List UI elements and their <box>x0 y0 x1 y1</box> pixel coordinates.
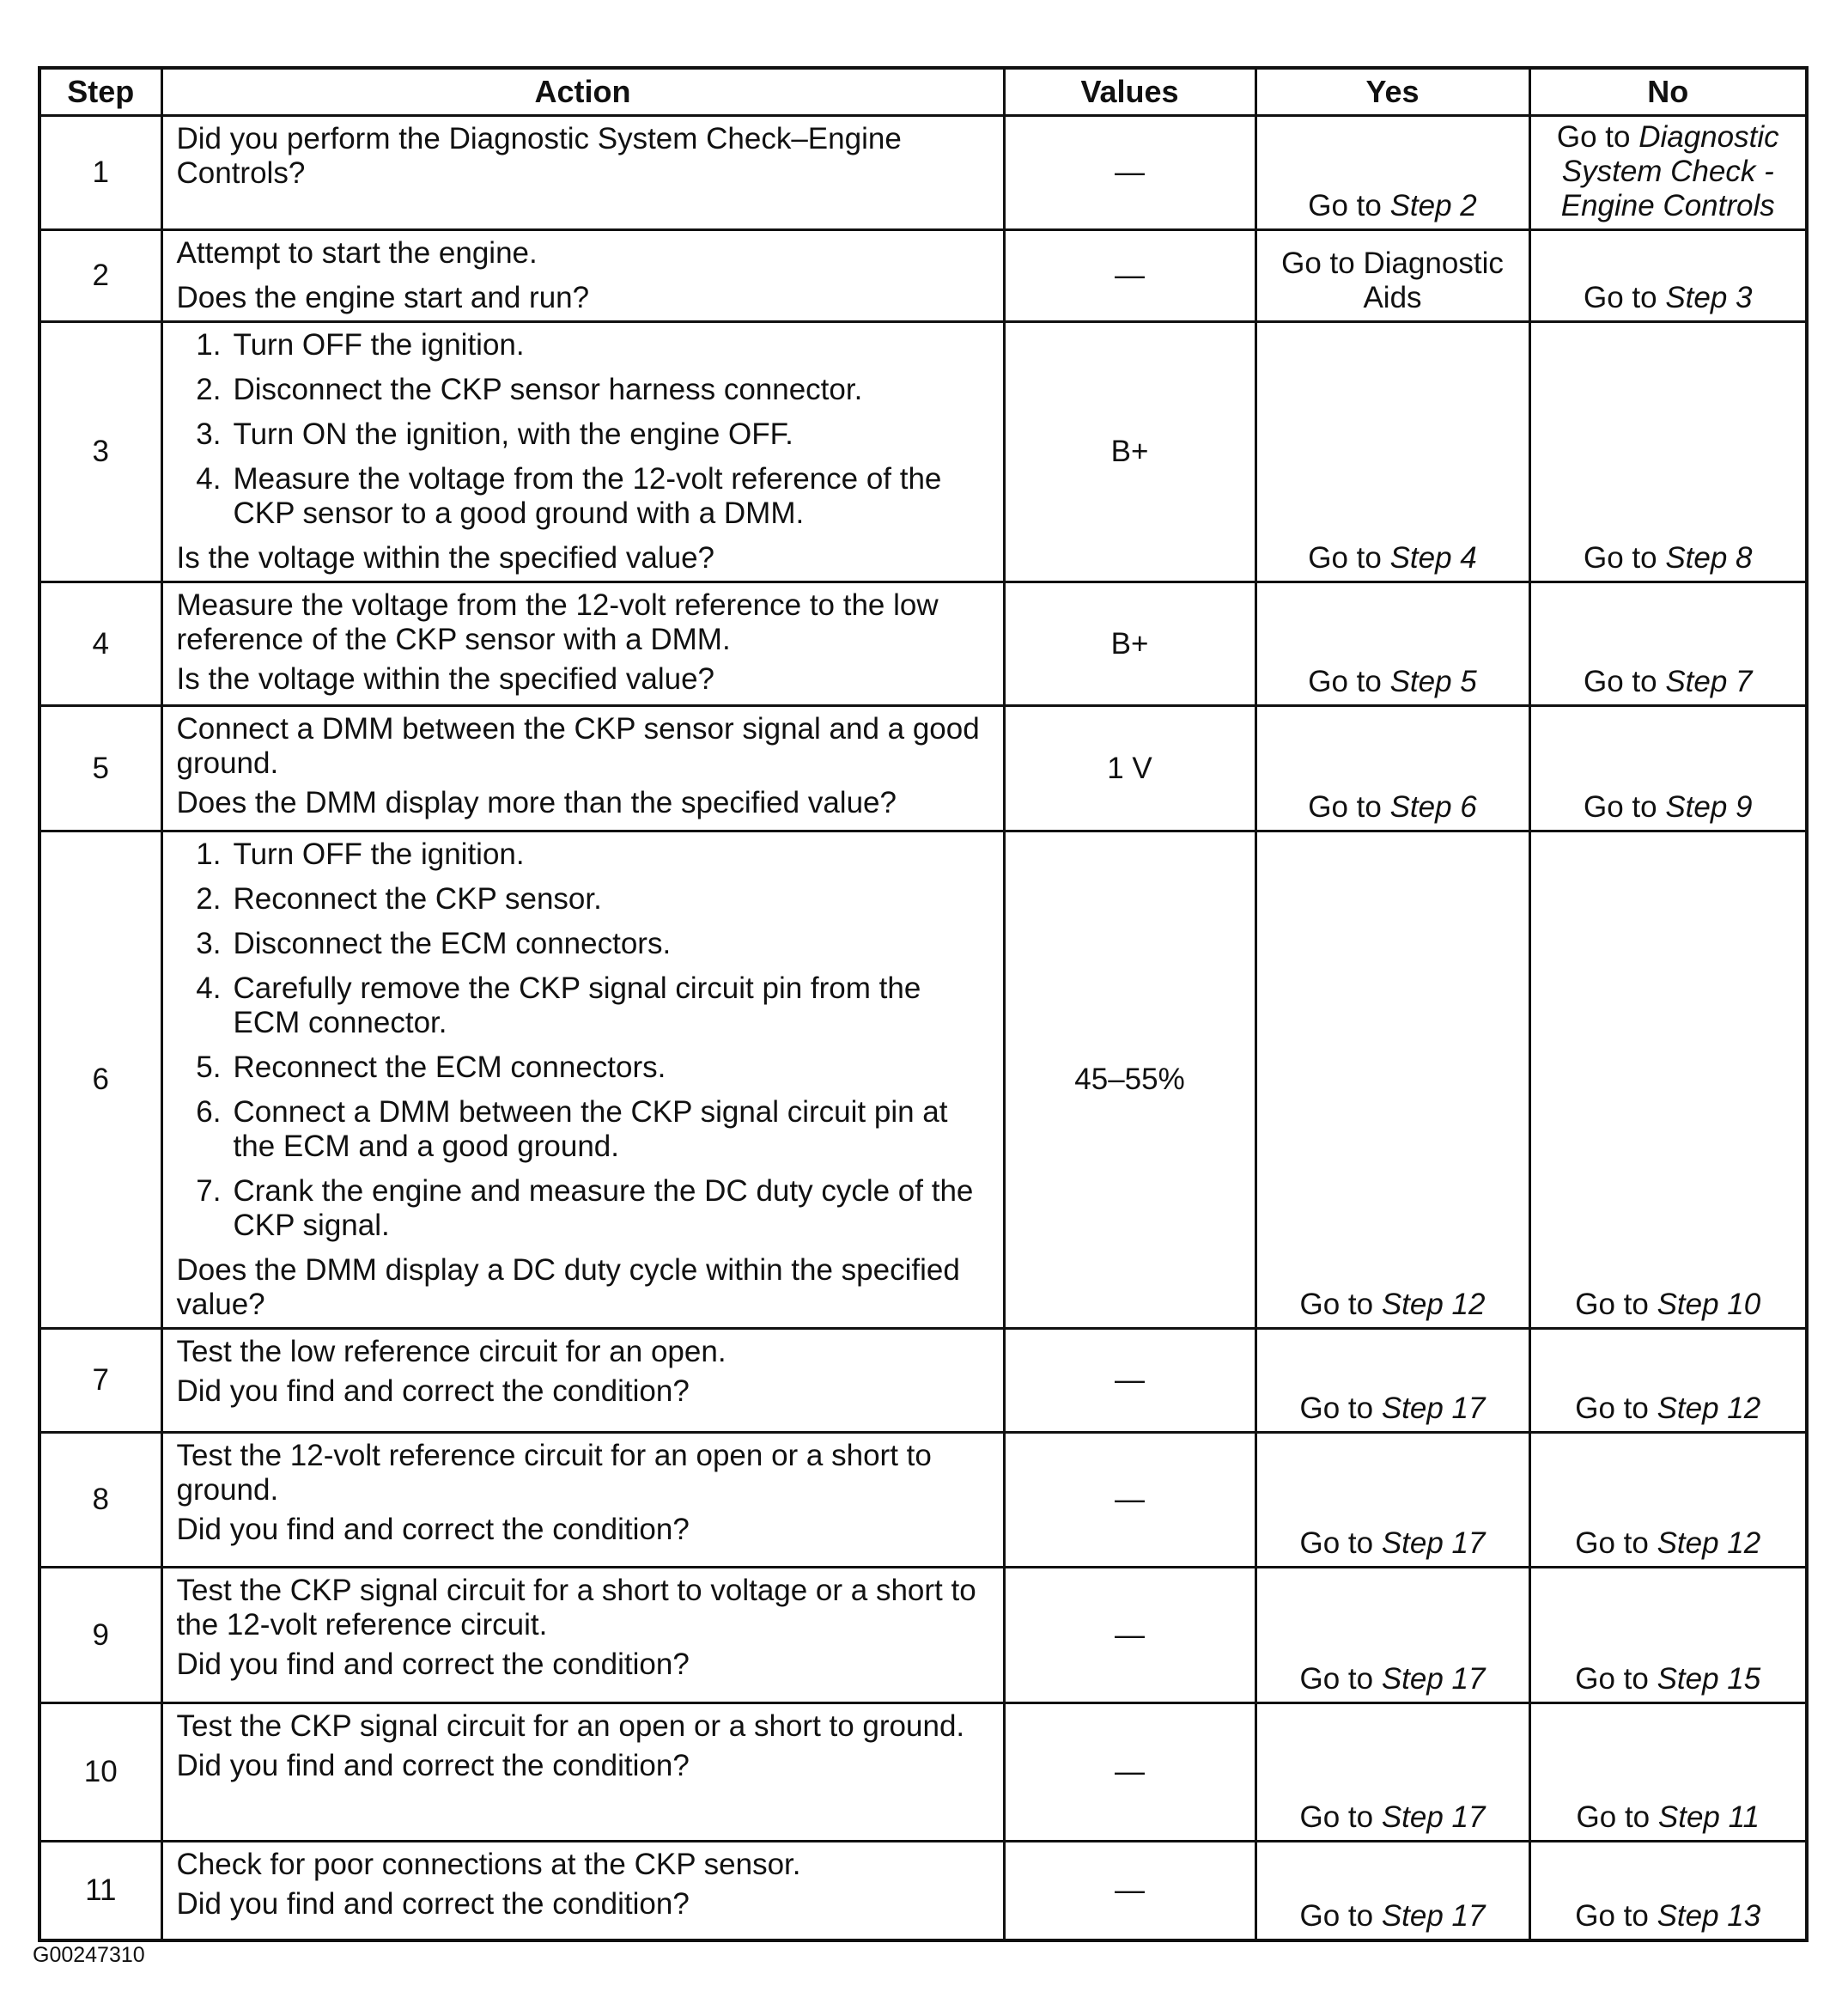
table-header-row <box>40 68 1807 116</box>
yes-prefix: Go to <box>1308 790 1390 824</box>
action-step-number: 2. <box>196 882 222 916</box>
action-cell <box>161 1842 1004 1940</box>
no-cell <box>1529 230 1807 322</box>
header-no: No <box>1529 68 1807 116</box>
action-cell <box>161 230 1004 322</box>
no-prefix: Go to <box>1575 1526 1657 1560</box>
action-step-item <box>177 837 991 872</box>
yes-step-link: Step 17 <box>1381 1898 1486 1933</box>
action-step-item <box>177 373 991 407</box>
table-row <box>40 706 1807 831</box>
yes-cell <box>1255 230 1529 322</box>
header-yes: Yes <box>1255 68 1529 116</box>
header-step: Step <box>40 68 161 116</box>
no-step-link: Diagnostic System Check - Engine Controls <box>1560 120 1779 222</box>
action-steps-list <box>177 837 991 1243</box>
yes-cell <box>1255 831 1529 1329</box>
no-cell <box>1529 1842 1807 1940</box>
figure-code: G00247310 <box>33 1943 145 1967</box>
yes-cell <box>1255 322 1529 582</box>
yes-step-link: Step 12 <box>1381 1288 1486 1321</box>
diagnostic-table <box>38 66 1809 1942</box>
value-cell: 1 V <box>1004 706 1255 831</box>
no-prefix: Go to <box>1576 1800 1658 1834</box>
yes-cell <box>1255 116 1529 230</box>
step-number: 2 <box>40 230 161 322</box>
action-step-item <box>177 882 991 917</box>
action-text: Connect a DMM between the CKP sensor signal and a good ground. <box>176 712 980 780</box>
yes-step-link: Step 5 <box>1389 665 1477 698</box>
no-cell <box>1529 116 1807 230</box>
yes-prefix: Go to <box>1299 1392 1382 1425</box>
table-row <box>40 582 1807 706</box>
action-text: Did you perform the Diagnostic System Check–Engine Controls? <box>176 122 902 190</box>
yes-step-link: Step 4 <box>1389 541 1477 575</box>
action-step-number: 4. <box>196 462 222 496</box>
yes-cell <box>1255 1433 1529 1568</box>
action-step-text: Carefully remove the CKP signal circuit pin from the ECM connector. <box>233 971 921 1039</box>
step-number: 7 <box>40 1329 161 1433</box>
action-cell <box>161 116 1004 230</box>
value-cell: — <box>1004 1568 1255 1703</box>
yes-cell <box>1255 582 1529 706</box>
yes-prefix: Go to Diagnostic Aids <box>1281 247 1504 314</box>
no-prefix: Go to <box>1575 1662 1657 1696</box>
action-text: Check for poor connections at the CKP sensor. <box>176 1848 801 1881</box>
no-cell <box>1529 1703 1807 1842</box>
action-step-number: 1. <box>196 328 222 362</box>
action-step-number: 1. <box>196 837 222 871</box>
action-step-item <box>177 927 991 961</box>
yes-prefix: Go to <box>1299 1526 1382 1560</box>
action-cell <box>161 1703 1004 1842</box>
value-cell: B+ <box>1004 322 1255 582</box>
no-cell <box>1529 706 1807 831</box>
action-step-text: Connect a DMM between the CKP signal circuit pin at the ECM and a good ground. <box>233 1095 948 1163</box>
table-row <box>40 831 1807 1329</box>
no-cell <box>1529 582 1807 706</box>
no-cell <box>1529 1568 1807 1703</box>
step-number: 8 <box>40 1433 161 1568</box>
no-prefix: Go to <box>1575 1288 1657 1321</box>
no-cell <box>1529 1433 1807 1568</box>
step-number: 10 <box>40 1703 161 1842</box>
no-prefix: Go to <box>1583 790 1666 824</box>
action-step-text: Disconnect the CKP sensor harness connector. <box>233 373 863 406</box>
table-row <box>40 1703 1807 1842</box>
no-step-link: Step 13 <box>1657 1898 1761 1933</box>
yes-cell <box>1255 1568 1529 1703</box>
action-cell <box>161 706 1004 831</box>
yes-step-link: Step 17 <box>1381 1392 1486 1425</box>
action-step-number: 7. <box>196 1174 222 1208</box>
no-step-link: Step 3 <box>1665 281 1753 314</box>
yes-cell <box>1255 1703 1529 1842</box>
yes-prefix: Go to <box>1299 1662 1382 1696</box>
action-question: Did you find and correct the condition? <box>176 1749 690 1782</box>
no-step-link: Step 9 <box>1665 790 1753 824</box>
no-step-link: Step 12 <box>1657 1392 1761 1425</box>
table-row <box>40 116 1807 230</box>
action-step-item <box>177 328 991 362</box>
no-prefix: Go to <box>1583 541 1666 575</box>
action-cell <box>161 1329 1004 1433</box>
action-steps-list <box>177 328 991 531</box>
value-cell: — <box>1004 1329 1255 1433</box>
no-cell <box>1529 1329 1807 1433</box>
action-step-item <box>177 1174 991 1243</box>
header-values: Values <box>1004 68 1255 116</box>
action-text: Test the CKP signal circuit for a short to voltage or a short to the 12-volt reference circuit. <box>176 1574 976 1641</box>
yes-step-link: Step 17 <box>1381 1662 1486 1696</box>
no-step-link: Step 15 <box>1657 1662 1761 1696</box>
no-prefix: Go to <box>1556 120 1639 154</box>
value-cell: — <box>1004 1842 1255 1940</box>
yes-prefix: Go to <box>1308 189 1390 222</box>
value-cell: 45–55% <box>1004 831 1255 1329</box>
table-row <box>40 1568 1807 1703</box>
action-text: Test the CKP signal circuit for an open or a short to ground. <box>176 1709 965 1743</box>
step-number: 9 <box>40 1568 161 1703</box>
step-number: 4 <box>40 582 161 706</box>
action-question: Is the voltage within the specified value? <box>176 541 714 575</box>
action-text: Test the 12-volt reference circuit for an open or a short to ground. <box>176 1439 932 1507</box>
value-cell: — <box>1004 1703 1255 1842</box>
action-step-text: Turn OFF the ignition. <box>233 328 525 362</box>
yes-cell <box>1255 1842 1529 1940</box>
no-step-link: Step 7 <box>1665 665 1753 698</box>
no-prefix: Go to <box>1575 1392 1657 1425</box>
action-step-text: Reconnect the ECM connectors. <box>233 1051 666 1084</box>
yes-step-link: Step 2 <box>1389 189 1477 222</box>
action-step-item <box>177 971 991 1040</box>
value-cell: B+ <box>1004 582 1255 706</box>
action-line: Does the engine start and run? <box>176 281 590 314</box>
action-step-text: Measure the voltage from the 12-volt reference of the CKP sensor to a good ground with a DMM. <box>233 462 942 530</box>
action-step-item <box>177 417 991 452</box>
no-step-link: Step 10 <box>1657 1288 1761 1321</box>
action-step-number: 3. <box>196 927 222 960</box>
table-row <box>40 230 1807 322</box>
no-prefix: Go to <box>1583 281 1666 314</box>
action-step-text: Turn ON the ignition, with the engine OFF. <box>233 417 793 451</box>
action-step-item <box>177 462 991 531</box>
yes-prefix: Go to <box>1299 1898 1382 1933</box>
table-row <box>40 322 1807 582</box>
header-action: Action <box>161 68 1004 116</box>
no-cell <box>1529 831 1807 1329</box>
no-cell <box>1529 322 1807 582</box>
action-step-text: Turn OFF the ignition. <box>233 837 525 871</box>
action-step-number: 6. <box>196 1095 222 1129</box>
no-step-link: Step 11 <box>1657 1800 1760 1834</box>
action-question: Is the voltage within the specified value? <box>176 662 714 696</box>
action-question: Does the DMM display a DC duty cycle within the specified value? <box>176 1253 960 1321</box>
action-step-number: 5. <box>196 1051 222 1084</box>
table-body <box>40 116 1807 1940</box>
action-step-number: 4. <box>196 971 222 1005</box>
no-prefix: Go to <box>1575 1898 1657 1933</box>
action-question: Did you find and correct the condition? <box>176 1887 690 1921</box>
step-number: 11 <box>40 1842 161 1940</box>
table-row <box>40 1842 1807 1940</box>
no-step-link: Step 8 <box>1665 541 1753 575</box>
action-cell <box>161 1568 1004 1703</box>
yes-step-link: Step 17 <box>1381 1800 1486 1834</box>
action-step-item <box>177 1095 991 1164</box>
action-question: Did you find and correct the condition? <box>176 1648 690 1681</box>
table-row <box>40 1433 1807 1568</box>
action-cell <box>161 322 1004 582</box>
action-text: Test the low reference circuit for an open. <box>176 1335 726 1368</box>
action-step-item <box>177 1051 991 1085</box>
step-number: 1 <box>40 116 161 230</box>
action-step-text: Disconnect the ECM connectors. <box>233 927 672 960</box>
action-cell <box>161 582 1004 706</box>
action-question: Did you find and correct the condition? <box>176 1513 690 1546</box>
yes-prefix: Go to <box>1299 1800 1382 1834</box>
action-cell <box>161 831 1004 1329</box>
yes-prefix: Go to <box>1308 541 1390 575</box>
yes-cell <box>1255 706 1529 831</box>
action-question: Did you find and correct the condition? <box>176 1374 690 1408</box>
yes-cell <box>1255 1329 1529 1433</box>
table-row <box>40 1329 1807 1433</box>
yes-step-link: Step 6 <box>1389 790 1477 824</box>
step-number: 5 <box>40 706 161 831</box>
action-cell <box>161 1433 1004 1568</box>
yes-prefix: Go to <box>1299 1288 1382 1321</box>
yes-prefix: Go to <box>1308 665 1390 698</box>
action-step-number: 3. <box>196 417 222 451</box>
action-line: Attempt to start the engine. <box>176 236 538 270</box>
action-text: Measure the voltage from the 12-volt reference to the low reference of the CKP sensor with a DMM. <box>176 588 939 656</box>
value-cell: — <box>1004 230 1255 322</box>
action-question: Does the DMM display more than the specified value? <box>176 786 897 819</box>
no-prefix: Go to <box>1583 665 1666 698</box>
value-cell: — <box>1004 1433 1255 1568</box>
no-step-link: Step 12 <box>1657 1526 1761 1560</box>
action-step-number: 2. <box>196 373 222 406</box>
value-cell: — <box>1004 116 1255 230</box>
action-step-text: Crank the engine and measure the DC duty cycle of the CKP signal. <box>233 1174 974 1242</box>
step-number: 3 <box>40 322 161 582</box>
yes-step-link: Step 17 <box>1381 1526 1486 1560</box>
action-step-text: Reconnect the CKP sensor. <box>233 882 602 916</box>
step-number: 6 <box>40 831 161 1329</box>
